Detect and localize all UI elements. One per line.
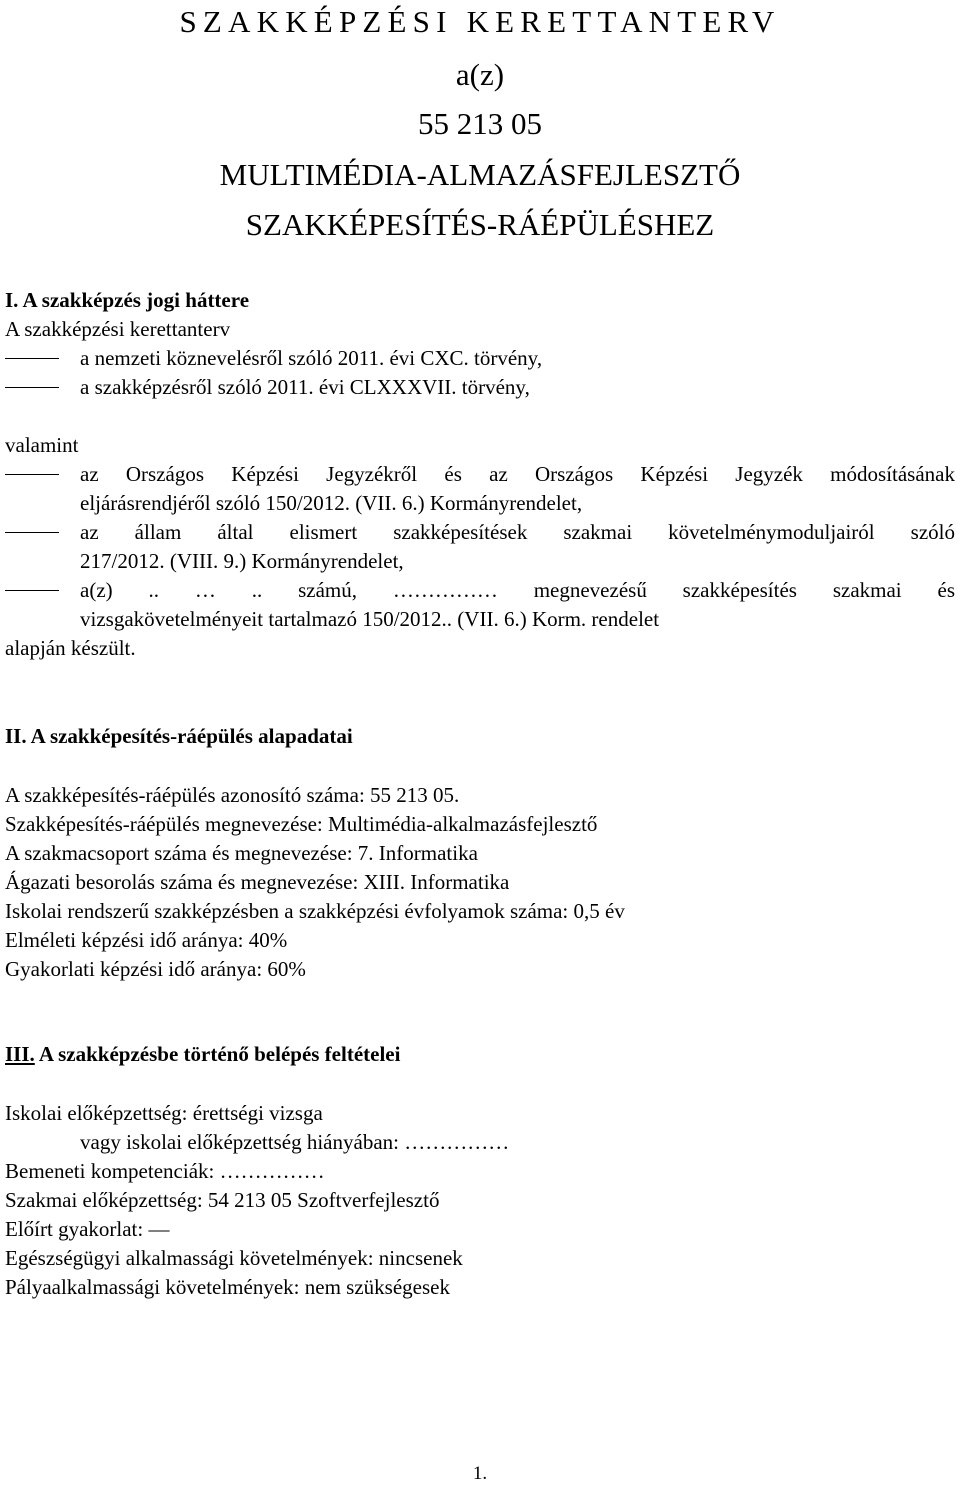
- info-line: A szakképesítés-ráépülés azonosító száma: 55 213 05.: [5, 783, 460, 807]
- section-2-heading: II. A szakképesítés-ráépülés alapadatai: [5, 724, 353, 748]
- list-item-line: az állam által elismert szakképesítések szakmai követelménymoduljairól szóló: [80, 520, 955, 544]
- entry-line: Iskolai előképzettség: érettségi vizsga: [5, 1101, 323, 1125]
- page-number: 1.: [472, 1463, 488, 1484]
- list-item-line: 217/2012. (VIII. 9.) Kormányrendelet,: [80, 549, 404, 573]
- list-item: a szakképzésről szóló 2011. évi CLXXXVII. törvény,: [80, 375, 530, 399]
- section-1-heading: I. A szakképzés jogi háttere: [5, 288, 250, 312]
- info-line: Elméleti képzési idő aránya: 40%: [5, 928, 288, 952]
- title-line-5: SZAKKÉPESÍTÉS-RÁÉPÜLÉSHEZ: [245, 207, 715, 242]
- list-item-line: vizsgakövetelményeit tartalmazó 150/2012.. (VII. 6.) Korm. rendelet: [80, 607, 660, 631]
- list-item: a nemzeti köznevelésről szóló 2011. évi CXC. törvény,: [80, 346, 543, 370]
- section-1-intro: A szakképzési kerettanterv: [5, 317, 231, 341]
- info-line: Ágazati besorolás száma és megnevezése: XIII. Informatika: [5, 870, 510, 894]
- list-dash: [5, 474, 59, 475]
- info-line: Szakképesítés-ráépülés megnevezése: Multimédia-alkalmazásfejlesztő: [5, 812, 598, 836]
- valamint-text: valamint: [5, 433, 79, 457]
- list-item-line: a(z) .. … .. számú, …………… megnevezésű szakképesítés szakmai és: [80, 578, 955, 602]
- entry-line: Szakmai előképzettség: 54 213 05 Szoftverfejlesztő: [5, 1188, 440, 1212]
- document-title: SZAKKÉPZÉSI KERETTANTERV: [179, 4, 781, 39]
- list-dash: [5, 358, 59, 359]
- list-item-line: az Országos Képzési Jegyzékről és az Országos Képzési Jegyzék módosításának: [80, 462, 955, 486]
- section-3-number: III.: [5, 1042, 35, 1066]
- section-1-closing: alapján készült.: [5, 636, 136, 660]
- info-line: Gyakorlati képzési idő aránya: 60%: [5, 957, 306, 981]
- list-item-line: eljárásrendjéről szóló 150/2012. (VII. 6.) Kormányrendelet,: [80, 491, 583, 515]
- info-line: Iskolai rendszerű szakképzésben a szakképzési évfolyamok száma: 0,5 év: [5, 899, 625, 923]
- list-dash: [5, 590, 59, 591]
- title-line-3: 55 213 05: [418, 106, 542, 141]
- entry-line: Bemeneti kompetenciák: ……………: [5, 1159, 325, 1183]
- title-line-4: MULTIMÉDIA-ALMAZÁSFEJLESZTŐ: [219, 157, 741, 192]
- entry-line: Pályaalkalmassági követelmények: nem szükségesek: [5, 1275, 450, 1299]
- list-dash: [5, 387, 59, 388]
- section-3-heading-text: A szakképzésbe történő belépés feltételei: [38, 1042, 401, 1066]
- title-line-2: a(z): [455, 57, 505, 92]
- entry-line: Előírt gyakorlat: —: [5, 1217, 170, 1241]
- info-line: A szakmacsoport száma és megnevezése: 7. Informatika: [5, 841, 478, 865]
- section-3-heading: [5, 1040, 400, 1069]
- entry-line: Egészségügyi alkalmassági követelmények: nincsenek: [5, 1246, 463, 1270]
- entry-line: vagy iskolai előképzettség hiányában: ……………: [80, 1130, 510, 1154]
- list-dash: [5, 532, 59, 533]
